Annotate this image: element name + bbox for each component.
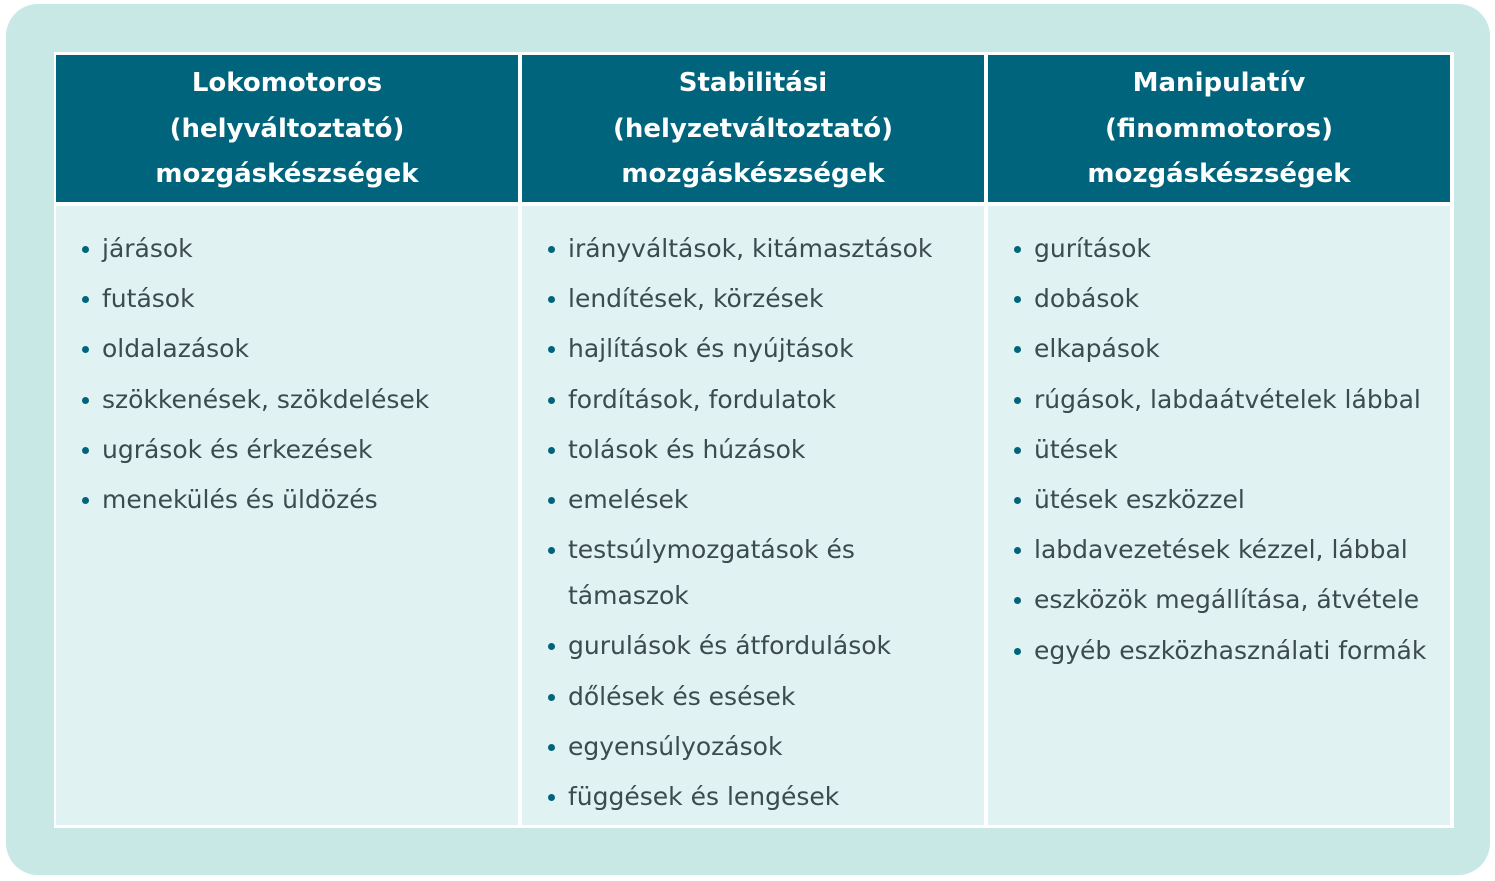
list-item: dőlések és esések [548,674,974,720]
list-item: dobások [1014,276,1440,322]
list-item: elkapások [1014,326,1440,372]
list-item: lendítések, körzések [548,276,974,322]
header-line: (finommotoros) [1105,113,1333,144]
list-item: járások [82,226,508,272]
header-line: Manipulatív [1132,68,1306,99]
column-body-stability [522,206,984,825]
column-body-manipulative [988,206,1450,825]
list-item: hajlítások és nyújtások [548,326,974,372]
skill-list [1014,226,1440,674]
header-line: mozgáskészségek [621,159,885,190]
list-item: rúgások, labdaátvételek lábbal [1014,377,1440,423]
list-item: eszközök megállítása, átvétele [1014,577,1440,623]
list-item: gurulások és átfordulások [548,623,974,669]
list-item: fordítások, fordulatok [548,377,974,423]
header-line: Lokomotoros [191,68,383,99]
header-line: mozgáskészségek [1087,159,1351,190]
list-item: egyéb eszközhasználati formák [1014,628,1440,674]
list-item: ugrások és érkezések [82,427,508,473]
skill-list [548,226,974,820]
column-body-locomotor [56,206,518,825]
header-line: Stabilitási [678,68,828,99]
list-item: szökkenések, szökdelések [82,377,508,423]
list-item: irányváltások, kitámasztások [548,226,974,272]
list-item: tolások és húzások [548,427,974,473]
list-item: oldalazások [82,326,508,372]
list-item: ütések [1014,427,1440,473]
list-item: emelések [548,477,974,523]
skill-list [82,226,508,523]
list-item: menekülés és üldözés [82,477,508,523]
header-line: (helyváltoztató) [169,113,405,144]
motor-skills-table [54,52,1454,828]
list-item: testsúlymozgatások és támaszok [548,527,974,619]
column-header-locomotor [56,55,518,202]
column-header-manipulative [988,55,1450,202]
list-item: egyensúlyozások [548,724,974,770]
header-line: (helyzetváltoztató) [612,113,894,144]
list-item: futások [82,276,508,322]
header-line: mozgáskészségek [155,159,419,190]
list-item: gurítások [1014,226,1440,272]
table-frame [6,4,1490,875]
list-item: függések és lengések [548,774,974,820]
list-item: ütések eszközzel [1014,477,1440,523]
list-item: labdavezetések kézzel, lábbal [1014,527,1440,573]
column-header-stability [522,55,984,202]
